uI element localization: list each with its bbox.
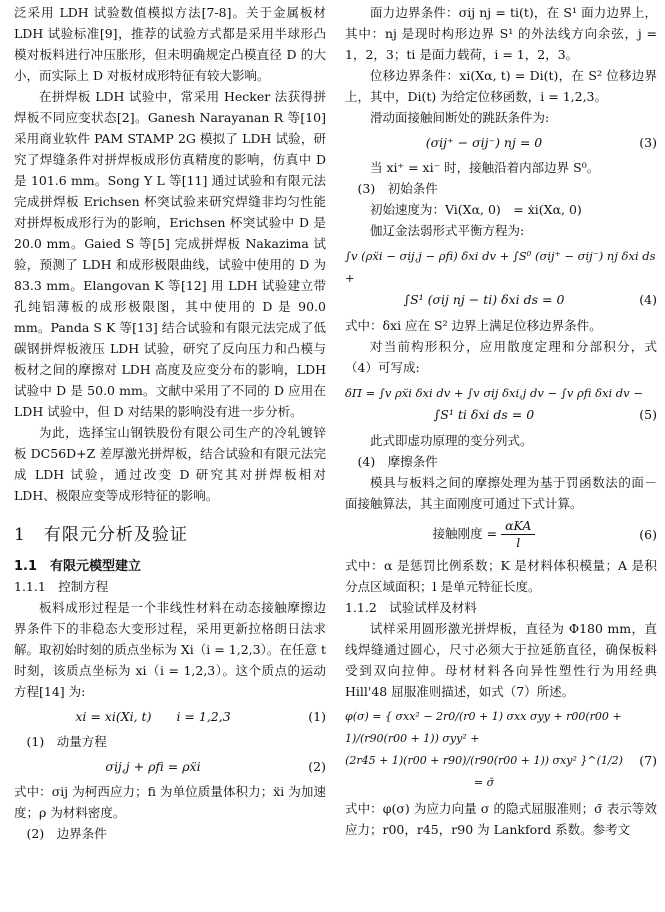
equation-6-lhs: 接触刚度 = [432,526,498,541]
equation-1-number: (1) [308,709,326,724]
equation-6-denominator: l [516,535,521,550]
virtual-work-paragraph: 此式即虚功原理的变分列式。 [370,433,533,448]
equation-6-numerator: αKA [501,518,535,535]
equation-6 [345,518,657,551]
friction-paragraph: 模具与板料之间的摩擦处理为基于罚函数法的面－面接触算法，其主面刚度可通过下式计算。 [345,475,657,511]
equation-6-body [345,518,623,551]
equation-6-number: (6) [639,527,657,542]
equation-2-body: σij,j + ρfi = ρẍi [105,759,201,774]
specimen-paragraph: 试样采用圆形激光拼焊板，直径为 Φ180 mm，直线焊缝通过圆心，尺寸必须大于拉延筋直径，确保板料受到双向拉伸。母材材料各向异性塑性行为用经典 Hill'48 屈服准则描述，如式（7）所述。 [345,621,657,699]
equation-3-number: (3) [639,135,657,150]
equation-7-line-1: φ(σ) = { σxx² − 2r0/(r0 + 1) σxx σyy + r00(r00 + 1)/(r90(r00 + 1)) σyy² + [345,710,622,745]
equation-5-number: (5) [639,407,657,422]
galerkin-paragraph: 伽辽金法弱形式平衡方程为: [370,223,525,238]
equation-4-line-1: ∫v (ρẍi − σij,j − ρfi) δxi dv + ∫S⁰ (σij⁺ − σij⁻) nj δxi ds + [345,249,656,285]
equation-4-line-2: ∫S¹ (σij nj − ti) δxi ds = 0 [403,292,565,307]
intro-paragraph-1: 泛采用 LDH 试验数值模拟方法[7-8]。关于金属板材 LDH 试验标准[9]，推荐的试验方式都是采用半球形凸模对板料进行冲压胀形，但未明确规定凸模直径 D 的大小，而实际上 D 对板材成形特征有较大影响。 [14,5,326,83]
section-1-title: 1 有限元分析及验证 [14,525,188,545]
integration-paragraph: 对当前构形积分，应用散度定理和分部积分，式（4）可写成: [345,339,657,375]
equation-7-number: (7) [639,753,657,768]
equation-5 [345,382,657,426]
force-boundary-paragraph: 面力边界条件：σij nj = ti(t)，在 S¹ 面力边界上，其中：nj 是现时构形边界 S¹ 的外法线方向余弦，j = 1，2，3；ti 是面力载荷，i = 1，2，3。 [345,5,657,62]
equation-4-number: (4) [639,292,657,307]
intro-paragraph-3: 为此，选择宝山钢铁股份有限公司生产的冷轧镀锌板 DC56D+Z 差厚激光拼焊板，结合试验和有限元法完成 LDH 试验，通过改变 D 研究其对拼焊板相对 LDH、极限应变等成形特征的影响。 [14,425,326,503]
initial-velocity-paragraph: 初始速度为：Vi(Xα, 0) = ẋi(Xα, 0) [370,202,582,217]
equation-5-line-2: ∫S¹ ti δxi ds = 0 [433,407,535,422]
equation-5-line-1: δΠ = ∫v ρẍi δxi dv + ∫v σij δxi,j dv − ∫v ρfi δxi dv − [345,386,643,400]
equation-4 [345,245,657,311]
contact-paragraph: 当 xi⁺ = xi⁻ 时，接触沿着内部边界 S⁰。 [370,160,600,175]
equation-1 [14,706,326,727]
equation-6-fraction [501,518,535,551]
item-momentum-equation: (1) 动量方程 [26,734,107,749]
equation-2 [14,756,326,777]
equation-3-body: (σij⁺ − σij⁻) nj = 0 [425,135,543,150]
left-column [14,2,326,844]
item-friction-conditions: (4) 摩擦条件 [357,454,438,469]
equation-1-body: xi = xi(Xi, t) i = 1,2,3 [75,709,231,724]
intro-paragraph-2: 在拼焊板 LDH 试验中，常采用 Hecker 法获得拼焊板不同应变状态[2]。Ganesh Narayanan R 等[10] 采用商业软件 PAM STAMP 2G 模拟了 LDH 试验，研究了焊缝条件对拼焊板成形仿真精度的影响，仿真中 D 是 101.6 mm。Song Y L 等[11] 通过试验和有限元法完成拼焊板 Erichsen 杯突试验来研究焊缝非均匀性能对拼焊板成形行为的影响，Erichsen 杯突试验中 D 是 20.0 mm。Gaied S 等[5] 完成拼焊板 Nakazima 试验，预测了 LDH 和成形极限曲线，试验中使用的 D 为 83.3 mm。Elangovan K 等[12] 用 LDH 试验建立带孔纯铝薄板的成形极限图，其中使用的 D 是 90.0 mm。Panda S K 等[13] 结合试验和有限元法完成了低碳钢拼焊板液压 LDH 试验，研究了反向压力和凸模与板材之间的摩擦对 LDH 高度及应变分布的影响，LDH 试验中 D 是 50.0 mm。文献中采用了不同的 D 应用在 LDH 试验中，但 D 对结果的影响没有进一步分析。 [14,89,326,419]
equation-7-line-2: (2r45 + 1)(r00 + r90)/(r90(r00 + 1)) σxy² }^(1/2) = σ̄ [345,754,623,789]
equation-4-explanation: 式中：δxi 应在 S² 边界上满足位移边界条件。 [345,318,602,333]
right-column [345,2,657,840]
sliding-interface-paragraph: 滑动面接触间断处的跳跃条件为: [370,110,550,125]
subsection-1-1-title: 1.1 有限元模型建立 [14,559,142,574]
equation-6-explanation: 式中：α 是惩罚比例系数；K 是材料体积模量；A 是积分点区域面积；l 是单元特征长度。 [345,558,657,594]
equation-3 [345,132,657,153]
item-initial-conditions: (3) 初始条件 [357,181,438,196]
subsection-1-1-1-title: 1.1.1 控制方程 [14,579,109,594]
subsection-1-1-2-title: 1.1.2 试验试样及材料 [345,600,477,615]
displacement-boundary-paragraph: 位移边界条件：xi(Xα, t) = Di(t)，在 S² 位移边界上，其中，Di(t) 为给定位移函数，i = 1,2,3。 [345,68,657,104]
equation-7-explanation: 式中：φ(σ) 为应力向量 σ 的隐式屈服准则；σ̄ 表示等效应力；r00，r45，r90 为 Lankford 系数。参考文 [345,801,657,837]
equation-2-explanation: 式中：σij 为柯西应力；fi 为单位质量体积力；ẍi 为加速度；ρ 为材料密度。 [14,784,326,820]
equation-7 [345,706,657,794]
equation-2-number: (2) [308,759,326,774]
control-equation-paragraph: 板料成形过程是一个非线性材料在动态接触摩擦边界条件下的非稳态大变形过程，采用更新拉格朗日法求解。取初始时刻的质点坐标为 Xi（i = 1,2,3）。在任意 t 时刻，该质点坐标为 xi（i = 1,2,3）。这个质点的运动方程[14] 为: [14,600,326,699]
item-boundary-conditions: (2) 边界条件 [26,826,107,841]
